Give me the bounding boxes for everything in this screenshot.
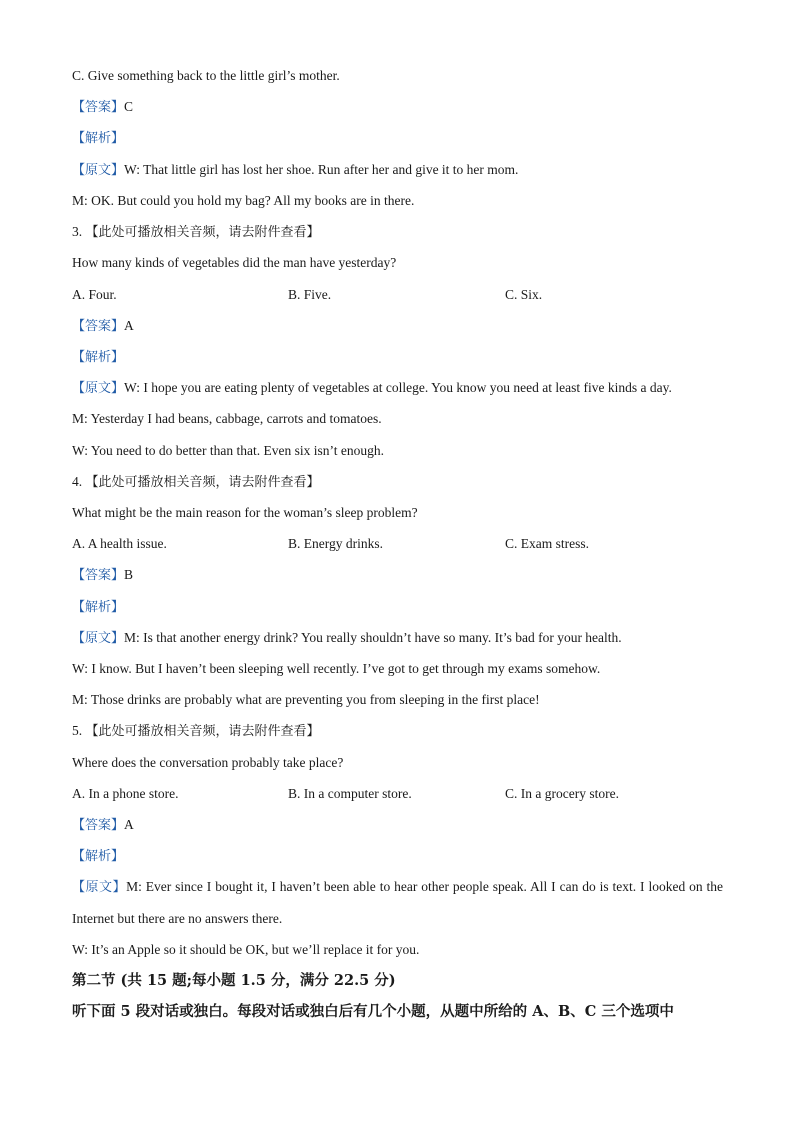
section-2-heading: 第二节 (共 15 题;每小题 1.5 分，满分 22.5 分) [72, 972, 396, 989]
q3-option-c: C. Six. [505, 287, 543, 302]
q3-transcript-1 [72, 379, 672, 398]
transcript-tag: 【原文】 [72, 880, 127, 895]
q3-answer [72, 317, 134, 336]
q4-option-c: C. Exam stress. [505, 536, 589, 551]
audio-notice: 【此处可播放相关音频，请去附件查看】 [85, 475, 320, 490]
q2-option-c: C. Give something back to the little girl’s mother. [72, 68, 340, 83]
transcript-text: W: That little girl has lost her shoe. Run after her and give it to her mom. [124, 162, 519, 177]
answer-tag: 【答案】 [72, 319, 125, 334]
q4-option-b: B. Energy drinks. [288, 536, 383, 551]
q3-option-a: A. Four. [72, 287, 117, 302]
q2-analysis [72, 129, 124, 148]
answer-value: B [124, 567, 134, 582]
transcript-tag: 【原文】 [72, 631, 125, 646]
q2-answer [72, 98, 133, 117]
answer-value: A [124, 318, 134, 333]
q5-answer [72, 816, 134, 835]
q5-option-c: C. In a grocery store. [505, 786, 619, 801]
q3-transcript-3: W: You need to do better than that. Even six isn’t enough. [72, 443, 384, 458]
transcript-text: W: I hope you are eating plenty of vegetables at college. You know you need at least five kinds a day. [124, 380, 672, 395]
q5-option-b: B. In a computer store. [288, 786, 412, 801]
answer-tag: 【答案】 [72, 568, 125, 583]
answer-tag: 【答案】 [72, 818, 125, 833]
answer-value: A [124, 817, 134, 832]
answer-value: C [124, 99, 134, 114]
q4-option-a: A. A health issue. [72, 536, 167, 551]
q3-question: How many kinds of vegetables did the man have yesterday? [72, 255, 397, 270]
q4-question: What might be the main reason for the woman’s sleep problem? [72, 505, 418, 520]
q5-analysis [72, 847, 124, 866]
q3-header [72, 223, 320, 242]
question-number: 4. [72, 474, 83, 489]
q4-answer [72, 566, 133, 585]
q3-transcript-2: M: Yesterday I had beans, cabbage, carrots and tomatoes. [72, 411, 382, 426]
section-2-instructions: 听下面 5 段对话或独白。每段对话或独白后有几个小题，从题中所给的 A、B、C 三个选项中 [72, 1003, 674, 1020]
q5-header [72, 722, 320, 741]
analysis-tag: 【解析】 [72, 600, 125, 615]
q3-analysis [72, 348, 124, 367]
q4-analysis [72, 598, 124, 617]
q4-transcript-1 [72, 629, 622, 648]
transcript-tag: 【原文】 [72, 381, 125, 396]
transcript-tag: 【原文】 [72, 163, 125, 178]
analysis-tag: 【解析】 [72, 350, 125, 365]
q3-option-b: B. Five. [288, 287, 332, 302]
question-number: 5. [72, 723, 83, 738]
analysis-tag: 【解析】 [72, 131, 125, 146]
q4-transcript-2: W: I know. But I haven’t been sleeping well recently. I’ve got to get through my exams somehow. [72, 661, 601, 676]
answer-tag: 【答案】 [72, 100, 125, 115]
q5-transcript-1 [72, 871, 723, 934]
q2-transcript-1 [72, 161, 518, 180]
q2-transcript-2: M: OK. But could you hold my bag? All my books are in there. [72, 193, 415, 208]
analysis-tag: 【解析】 [72, 849, 125, 864]
q5-option-a: A. In a phone store. [72, 786, 179, 801]
audio-notice: 【此处可播放相关音频，请去附件查看】 [85, 724, 320, 739]
q5-question: Where does the conversation probably take place? [72, 755, 344, 770]
audio-notice: 【此处可播放相关音频，请去附件查看】 [85, 225, 320, 240]
q4-transcript-3: M: Those drinks are probably what are preventing you from sleeping in the first place! [72, 692, 540, 707]
transcript-text: M: Is that another energy drink? You really shouldn’t have so many. It’s bad for your health. [124, 630, 622, 645]
q4-header [72, 473, 320, 492]
question-number: 3. [72, 224, 83, 239]
q5-transcript-2: W: It’s an Apple so it should be OK, but we’ll replace it for you. [72, 942, 420, 957]
transcript-text: M: Ever since I bought it, I haven’t been able to hear other people speak. All I can do is text. I looked on the Internet but there are no answers there. [72, 879, 723, 926]
